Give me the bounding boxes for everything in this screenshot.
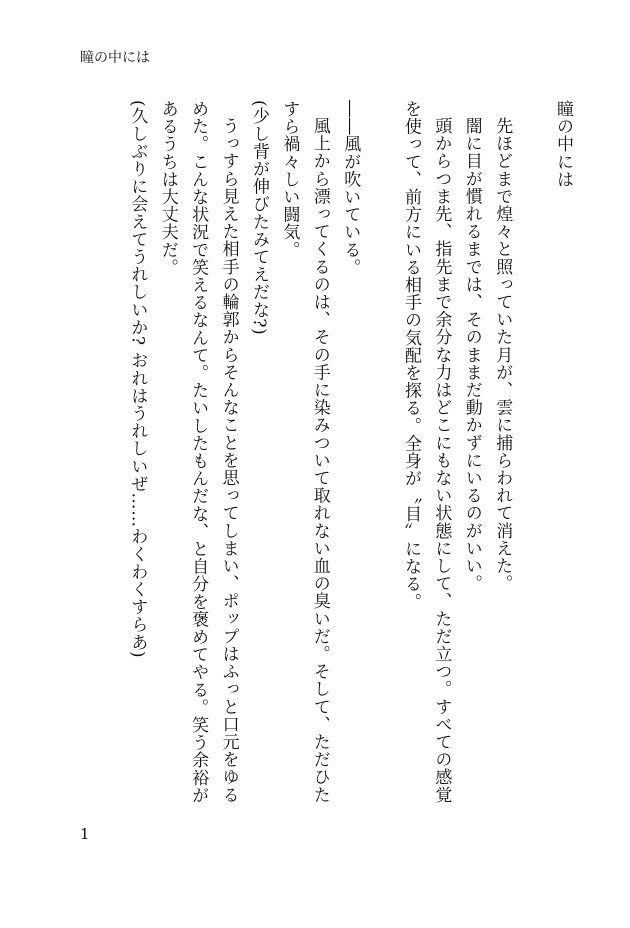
chapter-title: 瞳の中には — [553, 100, 573, 188]
paragraph-inner-thought-reunion: (久しぶりに会えてうれしいか? おれはうれしいぜ……わくわくすらあ) — [127, 100, 148, 659]
paragraph-moon: 先ほどまで煌々と照っていた月が、雲に捕らわれて消えた。 — [492, 117, 513, 593]
page-number: 1 — [80, 825, 90, 843]
paragraph-spacer — [365, 100, 395, 805]
paragraph-darkness: 闇に目が慣れるまでは、そのままだ動かずにいるのがいい。 — [461, 117, 482, 593]
vertical-text-body — [122, 100, 578, 805]
paragraph-smile: うっすら見えた相手の輪郭からそんなことを思ってしまい、ポップはふっと口元をゆるめた。こんな状況で笑えるなんて。たいしたもんだな、と自分を褒めてやる。笑う余裕があるうちは大丈夫だ。 — [157, 100, 239, 804]
running-header: 瞳の中には — [80, 50, 150, 66]
paragraph-inner-thought-taller: (少し背が伸びたみてえだな?) — [248, 100, 269, 336]
paragraph-wind: ――風が吹いている。 — [340, 100, 361, 276]
paragraph-stance: 頭からつま先、指先まで余分な力はどこにもない状態にして、ただ立つ。すべての感覚を使って、前方にいる相手の気配を探る。全身が〝目〟になる。 — [400, 100, 452, 804]
paragraph-blood-scent: 風上から漂ってくるのは、その手に染みついて取れない血の臭いだ。そして、ただひたすら禍々しい闘気。 — [279, 100, 330, 804]
